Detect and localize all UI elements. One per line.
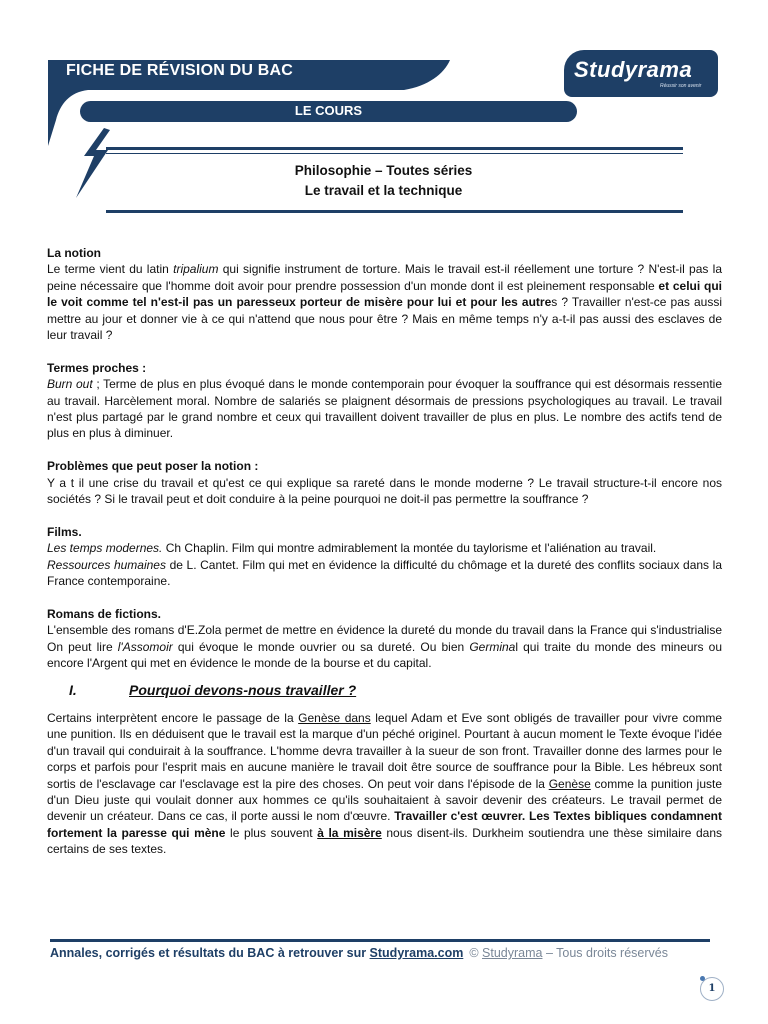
bottom-rule — [106, 210, 683, 213]
problemes-paragraph: Y a t il une crise du travail et qu'est ce qui explique sa rareté dans le monde moderne ? Le travail structure-t-il encore nos sociétés ? Si le travail peut et doit conduire à la peine pourquoi ne doit-il pas permettre la souffrance ? — [47, 475, 722, 507]
cours-label: LE COURS — [294, 103, 363, 118]
footer-rule — [50, 939, 710, 942]
termes-paragraph: Burn out ; Terme de plus en plus évoqué dans le monde contemporain pour évoquer la souffrance qui est désormais ressentie au travail. Harcèlement moral. Nombre de salariés se plaignent désormais de pressions psychologiques au travail. Le travail n'est plus partagé par le grand nombre et ceux qui travaillent doivent travailler de plus en plus. Le nombre des actifs tend de plus en plus à diminuer. — [47, 377, 722, 441]
document-body — [47, 245, 722, 858]
romans-paragraph: L'ensemble des romans d'E.Zola permet de mettre en évidence la dureté du monde du travail dans la France qui s'industrialise On peut lire l'Assomoir qui évoque le monde ouvrier ou sa dureté. Ou bien Germinal qui traite du monde des mineurs ou encore l'Argent qui met en évidence le monde de la bourse et du capital. — [47, 623, 723, 671]
top-rule — [106, 147, 683, 150]
logo-tagline: Réussir son avenir — [660, 83, 702, 89]
studyrama-link[interactable]: Studyrama.com — [369, 946, 464, 960]
studyrama-brand-link[interactable]: Studyrama — [482, 946, 543, 960]
section-1-paragraph: Certains interprètent encore le passage de la Genèse dans lequel Adam et Eve sont obligés de travailler pour vivre comme une punition. Ils en déduisent que le travail est la marque d'un péché originel. Pourtant à aucun moment le Texte évoque l'idée d'un travail qui conduirait à la souffrance. L'homme devra travailler à la sueur de son front. Travailler donne des larmes pour le corps et parfois pour l'esprit mais en aucune manière le travail doit être source de souffrance pour la Bible. Les hébreux sont sortis de l'esclavage car l'esclavage est la pire des choses. On peut voir dans l'épisode de la Genèse comme la punition juste d'un Dieu juste qui voulait donner aux hommes ce qu'ils souhaitaient à savoir devenir des créateurs. Le travail permet de devenir un créateur. Dans ce cas, il porte aussi le nom d'œuvre. Travailler c'est œuvrer. Les Textes bibliques condamnent fortement la paresse qui mène le plus souvent à la misère nous disent-ils. Durkheim soutiendra une thèse similaire dans certains de ses textes. — [47, 710, 723, 857]
subject-line-1: Philosophie – Toutes séries — [294, 163, 473, 178]
section-number: I. — [69, 681, 77, 698]
footer: Annales, corrigés et résultats du BAC à retrouver sur Studyrama.com © Studyrama – Tous droits réservés — [50, 946, 668, 960]
section-1-title — [47, 682, 722, 698]
header-title: FICHE DE RÉVISION DU BAC — [66, 62, 294, 79]
subject-line-2: Le travail et la technique — [304, 183, 463, 198]
notion-heading: La notion — [47, 246, 101, 260]
films-heading: Films. — [47, 524, 82, 539]
logo-text: Studyrama — [574, 57, 693, 82]
page-number: 1 — [700, 977, 724, 1001]
subject-title — [106, 161, 661, 201]
problemes-heading: Problèmes que peut poser la notion : — [47, 459, 259, 474]
notion-paragraph: Le terme vient du latin tripalium qui signifie instrument de torture. Mais le travail est-il réellement une torture ? N'est-il pas la peine nécessaire que l'homme doit avoir pour prendre possession d'un monde dont il est pleinement responsable et celui qui le voit comme tel n'est-il pas un paresseux porteur de misère pour lui et pour les autres ? Travailler n'est-ce pas aussi mettre au jour et donner vie à ce qui n'attend que nous pour être ? Mais en même temps n'y a-t-il pas aussi des esclaves de leur travail ? — [47, 262, 723, 343]
termes-heading: Termes proches : — [47, 360, 147, 375]
romans-heading: Romans de fictions. — [47, 606, 162, 621]
film-1: Les temps modernes. Ch Chaplin. Film qui montre admirablement la montée du taylorisme et l'aliénation au travail. — [47, 541, 657, 556]
top-rule-thin — [106, 153, 683, 154]
section-title-text: Pourquoi devons-nous travailler ? — [129, 681, 357, 698]
page-dot — [700, 976, 705, 981]
film-2: Ressources humaines de L. Cantet. Film qui met en évidence la difficulté du chômage et la dureté des conflits sociaux dans la France contemporaine. — [47, 557, 722, 589]
